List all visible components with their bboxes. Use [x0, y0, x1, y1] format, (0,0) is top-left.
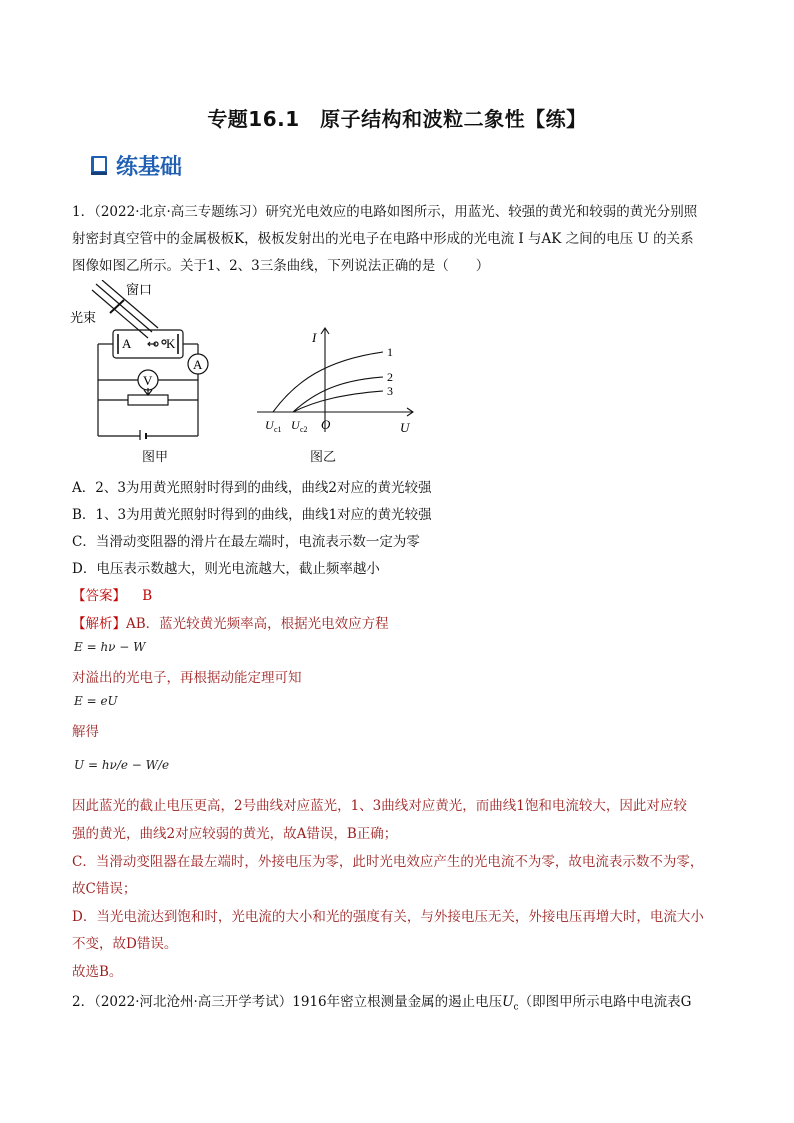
formula-einstein: E = hν − W	[74, 640, 146, 654]
explain-line-2: 强的黄光，曲线2对应较弱的黄光，故A错误，B正确；	[72, 826, 398, 842]
circuit-diagram	[70, 280, 220, 440]
q2-stem-line-1	[72, 990, 691, 1013]
uc1-label: U	[265, 418, 274, 432]
q2-symbol-sub: c	[513, 1002, 519, 1013]
window-label: 窗口	[126, 283, 153, 298]
figure-b-caption: 图乙	[310, 450, 337, 465]
q1-stem-line-2: 射密封真空管中的金属极板K，极板发射出的光电子在电路中形成的光电流 I 与AK 之间的电压 U 的关系	[72, 231, 694, 247]
explain-line-4: 故C错误；	[72, 881, 137, 897]
book-icon	[90, 155, 110, 177]
x-axis-label: U	[400, 420, 410, 435]
formula3-rhs: hν/e − W/e	[101, 758, 170, 772]
answer-row	[72, 584, 152, 604]
uc1-subscript: c1	[274, 425, 282, 434]
curve-3-label: 3	[387, 384, 393, 398]
voltmeter-label: V	[143, 373, 153, 388]
analysis-label: 【解析】	[72, 616, 126, 632]
explain-line-1: 因此蓝光的截止电压更高，2号曲线对应蓝光，1、3曲线对应黄光，而曲线1饱和电流较大，因此对应较	[72, 798, 687, 814]
q2-symbol: U	[502, 994, 514, 1010]
analysis-first	[72, 612, 389, 632]
explain-line-7: 故选B。	[72, 964, 123, 980]
q2-text-end: （即图甲所示电路中电流表G	[518, 994, 692, 1010]
section-label: 练基础	[116, 155, 183, 180]
analysis-mid-2: 解得	[72, 724, 99, 740]
cathode-label: K	[166, 336, 176, 351]
anode-label: A	[122, 336, 132, 351]
q2-text-start: 2．（2022·河北沧州·高三开学考试）1916年密立根测量金属的遏止电压	[72, 994, 503, 1010]
explain-line-6: 不变，故D错误。	[72, 936, 178, 952]
curve-1-label: 1	[387, 345, 393, 359]
option-c: C．当滑动变阻器的滑片在最左端时，电流表示数一定为零	[72, 534, 420, 550]
answer-value: B	[142, 588, 153, 604]
explain-line-5: D．当光电流达到饱和时，光电流的大小和光的强度有关，与外接电压无关，外接电压再增大时，电流大小	[72, 909, 704, 925]
iu-graph	[255, 322, 425, 442]
origin-label: O	[321, 417, 331, 432]
curve-2-label: 2	[387, 370, 393, 384]
q1-stem-line-1: 1．（2022·北京·高三专题练习）研究光电效应的电路如图所示，用蓝光、较强的黄光和较弱的黄光分别照	[72, 204, 698, 220]
answer-label: 【答案】	[72, 588, 126, 604]
formula-energy: E = eU	[74, 694, 118, 708]
formula-stopping-voltage: U = hν/e − W/e	[74, 758, 170, 772]
beam-label: 光束	[70, 311, 97, 326]
analysis-mid-1: 对溢出的光电子，再根据动能定理可知	[72, 670, 302, 686]
option-a: A．2、3为用黄光照射时得到的曲线，曲线2对应的黄光较强	[72, 480, 432, 496]
uc2-label: U	[291, 418, 300, 432]
option-d: D．电压表示数越大，则光电流越大，截止频率越小	[72, 561, 380, 577]
uc2-subscript: c2	[300, 425, 308, 434]
explain-line-3: C．当滑动变阻器在最左端时，外接电压为零，此时光电效应产生的光电流不为零，故电流表示数不为零，	[72, 854, 704, 870]
page-title: 专题16.1 原子结构和波粒二象性【练】	[207, 107, 587, 131]
q1-stem-line-3: 图像如图乙所示。关于1、2、3三条曲线，下列说法正确的是（ ）	[72, 258, 490, 274]
formula3-lhs: U	[74, 758, 85, 772]
option-b: B．1、3为用黄光照射时得到的曲线，曲线1对应的黄光较强	[72, 507, 432, 523]
analysis-first-text: AB．蓝光较黄光频率高，根据光电效应方程	[126, 616, 389, 632]
figure-a-caption: 图甲	[142, 450, 169, 465]
ammeter-label: A	[193, 357, 203, 372]
section-header	[90, 150, 182, 181]
y-axis-label: I	[312, 330, 317, 345]
